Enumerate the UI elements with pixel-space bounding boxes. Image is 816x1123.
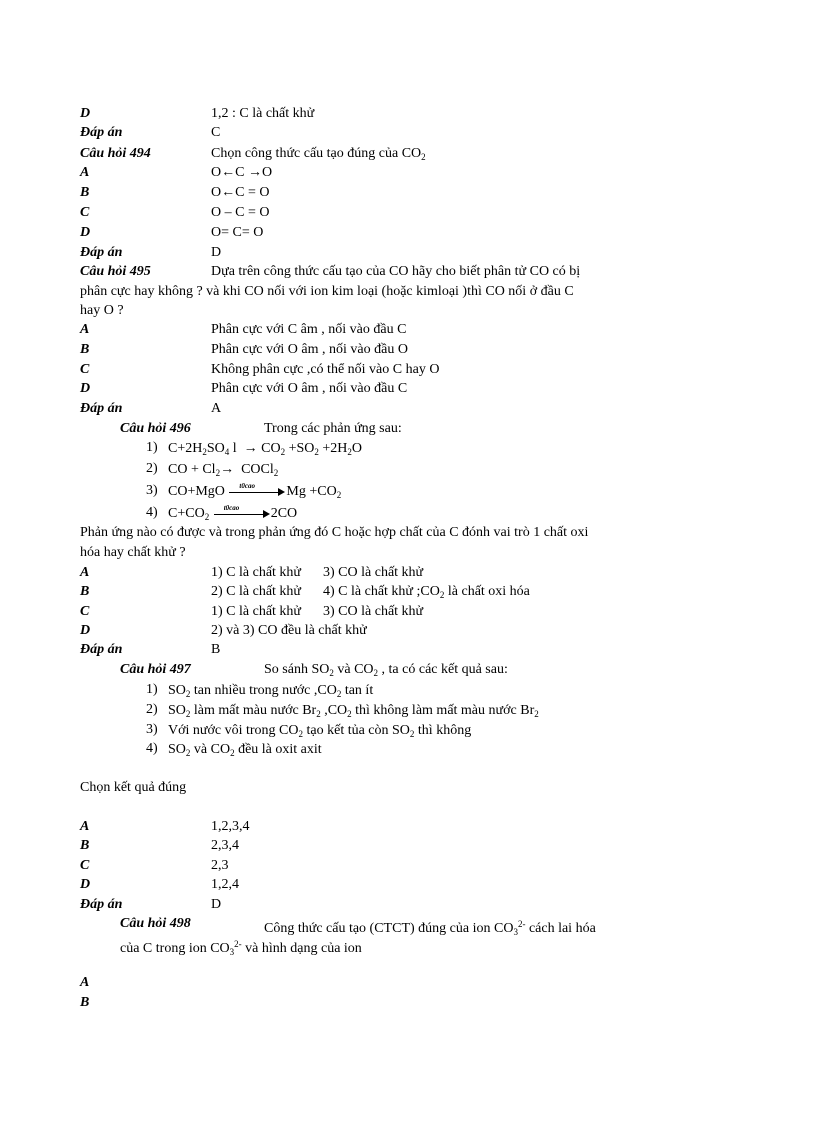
- option-key-d: D: [80, 106, 91, 121]
- option-key-d: D: [80, 877, 91, 892]
- statement-3: Với nước vôi trong $CO_2$ tạo kết tủa còn $SO_2$ thì không: [168, 723, 472, 739]
- option-key-b: B: [80, 838, 90, 853]
- option-key-a: A: [80, 975, 90, 990]
- statement-1: $SO_2$ tan nhiều trong nước $,CO_2$ tan ít: [168, 683, 374, 699]
- question-label-498: Câu hỏi 498: [120, 916, 191, 931]
- reaction-equation-4: $C+CO_2$ t0cao 2CO: [168, 503, 298, 522]
- question-intro-497: So sánh $SO_2$ và $CO_2$ , ta có các kết quả sau:: [264, 662, 508, 678]
- option-text-d: 2) và 3) CO đều là chất khử: [211, 623, 367, 638]
- option-text-d: 1,2 : C là chất khử: [211, 106, 315, 121]
- question-label-494: Câu hỏi 494: [80, 146, 151, 161]
- option-key-b: B: [80, 995, 90, 1010]
- question-text-498-line2: của C trong ion $CO_3^{2-}$ và hình dạng của ion: [120, 939, 362, 957]
- reaction-number: 4): [146, 505, 158, 520]
- statement-4: $SO_2$ và $CO_2$ đều là oxit axit: [168, 742, 322, 758]
- answer-label: Đáp án: [80, 245, 123, 260]
- question-text-494: Chọn công thức cấu tạo đúng của $CO_2$: [211, 146, 426, 162]
- reaction-number: 1): [146, 440, 158, 455]
- reaction-number: 3): [146, 483, 158, 498]
- answer-value: C: [211, 125, 221, 140]
- option-key-d: D: [80, 381, 91, 396]
- reaction-equation-3: CO+MgO t0cao $Mg +CO_2$: [168, 481, 342, 500]
- answer-label: Đáp án: [80, 401, 123, 416]
- answer-value: B: [211, 642, 221, 657]
- option-key-b: B: [80, 185, 90, 200]
- option-key-b: B: [80, 342, 90, 357]
- option-text-d: O= C= O: [211, 225, 264, 240]
- statement-number: 2): [146, 702, 158, 717]
- option-text-c: O – C = O: [211, 205, 270, 220]
- option-key-a: A: [80, 165, 90, 180]
- statement-number: 1): [146, 682, 158, 697]
- reaction-number: 2): [146, 461, 158, 476]
- option-key-c: C: [80, 205, 90, 220]
- option-key-a: A: [80, 819, 90, 834]
- statement-number: 4): [146, 741, 158, 756]
- question-intro-496: Trong các phản ứng sau:: [264, 421, 402, 436]
- arrow-icon: t0cao: [229, 487, 285, 497]
- question-label-495: Câu hỏi 495: [80, 264, 151, 279]
- option-text-a: Phân cực với C âm , nối vào đầu C: [211, 322, 407, 337]
- question-text-495-line3: hay O ?: [80, 303, 124, 318]
- arrow-icon: t0cao: [214, 509, 270, 519]
- answer-value: D: [211, 245, 222, 260]
- option-text-d: 1,2,4: [211, 877, 239, 892]
- option-text-c: 2,3: [211, 858, 229, 873]
- option-key-c: C: [80, 604, 90, 619]
- option-text-a: 1,2,3,4: [211, 819, 250, 834]
- option-key-c: C: [80, 362, 90, 377]
- option-key-d: D: [80, 225, 91, 240]
- option-text-a: 1) C là chất khử 3) CO là chất khử: [211, 565, 424, 580]
- answer-label: Đáp án: [80, 642, 123, 657]
- option-key-a: A: [80, 565, 90, 580]
- option-text-b: 2,3,4: [211, 838, 239, 853]
- reaction-equation-2: CO + $Cl_2\to$ COCl$_2$: [168, 462, 279, 478]
- answer-value: A: [211, 401, 222, 416]
- answer-label: Đáp án: [80, 125, 123, 140]
- option-text-b: 2) C là chất khử 4) C là chất khử $;CO_2$ là chất oxi hóa: [211, 584, 530, 600]
- option-text-d: Phân cực với O âm , nối vào đầu C: [211, 381, 408, 396]
- reaction-equation-1: $C+2H_2SO_4$ $l \to CO_2 +SO_2 +2H_2O$: [168, 441, 363, 457]
- question-text-496-line2: hóa hay chất khử ?: [80, 545, 186, 560]
- question-label-496: Câu hỏi 496: [120, 421, 191, 436]
- question-text-495-line2: phân cực hay không ? và khi CO nối với ion kim loại (hoặc kimloại )thì CO nối ở đầu C: [80, 284, 574, 299]
- option-key-b: B: [80, 584, 90, 599]
- option-text-c: Không phân cực ,có thể nối vào C hay O: [211, 362, 440, 377]
- question-label-497: Câu hỏi 497: [120, 662, 191, 677]
- question-text-495-line1: Dựa trên công thức cấu tạo của CO hãy cho biết phân tử CO có bị: [211, 264, 581, 279]
- question-prompt-497: Chọn kết quả đúng: [80, 780, 187, 795]
- option-key-c: C: [80, 858, 90, 873]
- option-text-b: Phân cực với O âm , nối vào đầu O: [211, 342, 408, 357]
- question-text-496-line1: Phản ứng nào có được và trong phản ứng đó C hoặc hợp chất của C đónh vai trò 1 chất oxi: [80, 525, 589, 540]
- statement-2: $SO_2$ làm mất màu nước $Br_2$ $,CO_2$ thì không làm mất màu nước $Br_2$: [168, 703, 539, 719]
- question-text-498-line1: Công thức cấu tạo (CTCT) đúng của ion $CO_3^{2-}$ cách lai hóa: [264, 919, 596, 937]
- option-key-a: A: [80, 322, 90, 337]
- answer-value: D: [211, 897, 222, 912]
- option-key-d: D: [80, 623, 91, 638]
- option-text-a: O←C →O: [211, 165, 273, 180]
- option-text-b: O←C = O: [211, 185, 270, 200]
- option-text-c: 1) C là chất khử 3) CO là chất khử: [211, 604, 424, 619]
- statement-number: 3): [146, 722, 158, 737]
- answer-label: Đáp án: [80, 897, 123, 912]
